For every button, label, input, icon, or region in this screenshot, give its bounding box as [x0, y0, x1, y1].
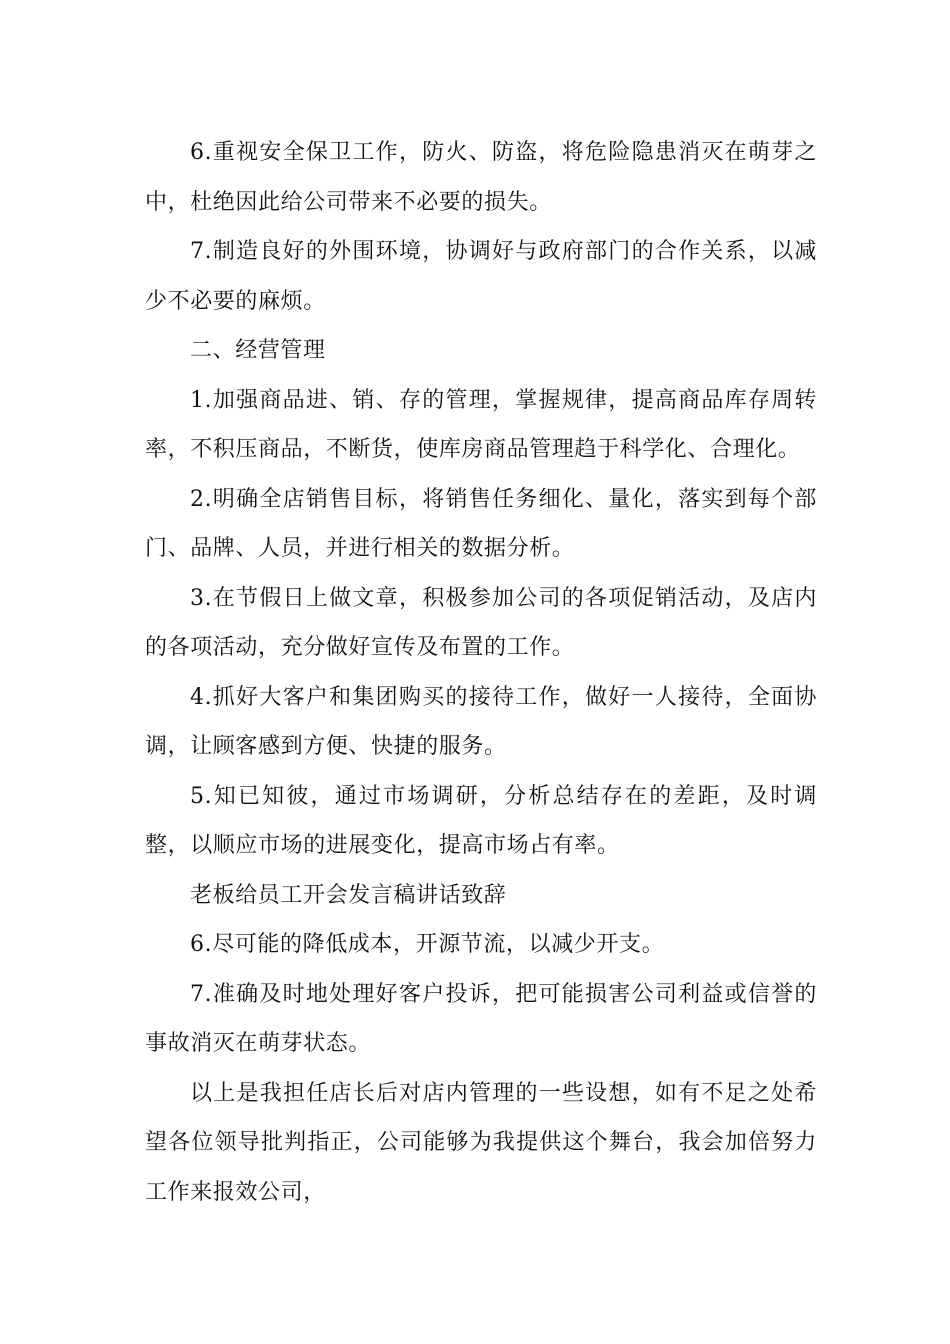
paragraph-inventory: 1.加强商品进、销、存的管理，掌握规律，提高商品库存周转率，不积压商品，不断货，使库房商品管理趋于科学化、合理化。	[145, 387, 817, 462]
paragraph-closing: 以上是我担任店长后对店内管理的一些设想，如有不足之处希望各位领导批判指正，公司能够为我提供这个舞台，我会加倍努力工作来报效公司，	[145, 1080, 817, 1205]
paragraph-inserted-title: 老板给员工开会发言稿讲话致辞	[190, 882, 507, 908]
paragraph-major-clients: 4.抓好大客户和集团购买的接待工作，做好一人接待，全面协调，让顾客感到方便、快捷的服务。	[145, 684, 817, 759]
paragraph-security: 6.重视安全保卫工作，防火、防盗，将危险隐患消灭在萌芽之中，杜绝因此给公司带来不必要的损失。	[145, 140, 817, 215]
section-heading-business-management: 二、经营管理	[190, 338, 326, 363]
document-body	[145, 128, 817, 1217]
paragraph-sales-targets: 2.明确全店销售目标，将销售任务细化、量化，落实到每个部门、品牌、人员，并进行相关的数据分析。	[145, 486, 817, 561]
paragraph-complaints: 7.准确及时地处理好客户投诉，把可能损害公司利益或信誉的事故消灭在萌芽状态。	[145, 981, 817, 1056]
paragraph-environment: 7.制造良好的外围环境，协调好与政府部门的合作关系，以减少不必要的麻烦。	[145, 239, 817, 314]
paragraph-holiday-promotions: 3.在节假日上做文章，积极参加公司的各项促销活动，及店内的各项活动，充分做好宣传及布置的工作。	[145, 585, 817, 660]
paragraph-market-research: 5.知已知彼，通过市场调研，分析总结存在的差距，及时调整，以顺应市场的进展变化，提高市场占有率。	[145, 783, 817, 858]
paragraph-cost-reduction: 6.尽可能的降低成本，开源节流，以减少开支。	[190, 932, 665, 957]
